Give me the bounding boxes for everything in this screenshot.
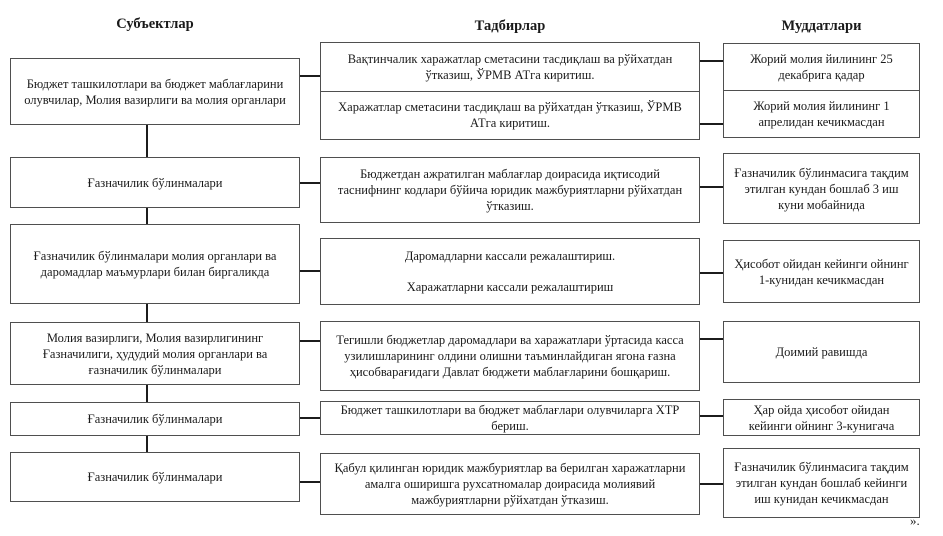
connector-action-deadline-row1b: [700, 123, 723, 125]
action-text: Тегишли бюджетлар даромадлари ва харажатлари ўртасида касса узилишларининг олдини олишни таъминлайдиган ягона ғазна ҳисобварағидаги Давлат бюджети маблағларини бошқариш.: [336, 333, 684, 379]
connector-subject-action-row1: [300, 75, 320, 77]
action-text: Харажатларни кассали режалаштириш: [406, 280, 614, 294]
closing-quote-mark: ».: [910, 513, 920, 528]
connector-subject-action-row2: [300, 182, 320, 184]
subject-box-row5: [10, 402, 300, 436]
deadline-box-row1: [723, 43, 920, 138]
connector-subject-action-row4: [300, 340, 320, 342]
subject-text: Бюджет ташкилотлари ва бюджет маблағларини олувчилар, Молия вазирлиги ва молия органлари: [24, 76, 286, 107]
subject-text: Ғазначилик бўлинмалари: [87, 412, 223, 426]
connector-action-deadline-row6: [700, 483, 723, 485]
connector-subjects-5-6: [146, 436, 148, 452]
deadline-box-row4: [723, 321, 920, 383]
subject-text: Ғазначилик бўлинмалари: [87, 175, 223, 190]
connector-subjects-3-4: [146, 304, 148, 322]
deadline-text: Ғазначилик бўлинмасига тақдим этилган кундан бошлаб 3 иш куни мобайнида: [734, 165, 909, 212]
subject-box-row2: [10, 157, 300, 208]
connector-subject-action-row6: [300, 481, 320, 483]
action-text: Қабул қилинган юридик мажбуриятлар ва берилган харажатларни амалга оширишга рухсатномалар доирасида молиявий мажбуриятларни рўйхатдан ўтказиш.: [334, 461, 686, 507]
actions-box-row6: [320, 453, 700, 515]
subject-box-row3: [10, 224, 300, 304]
action-text: Вақтинчалик харажатлар сметасини тасдиқлаш ва рўйхатдан ўтказиш, ЎРМВ АТга киритиш.: [347, 51, 673, 82]
connector-subject-action-row5: [300, 417, 320, 419]
connector-subject-action-row3: [300, 270, 320, 272]
deadline-text: Ҳар ойда ҳисобот ойидан кейинги ойнинг 3-кунигача: [748, 402, 895, 433]
deadline-box-row2: [723, 153, 920, 224]
connector-action-deadline-row4: [700, 338, 723, 340]
deadline-cell: [724, 44, 919, 90]
action-text: Харажатлар сметасини тасдиқлаш ва рўйхатдан ўтказиш, ЎРМВ АТга киритиш.: [338, 100, 682, 131]
connector-action-deadline-row3: [700, 272, 723, 274]
column-header-deadlines: Муддатлари: [781, 18, 862, 34]
action-cell: [321, 43, 699, 91]
actions-box-row4: [320, 321, 700, 391]
deadline-text: Ҳисобот ойидан кейинги ойнинг 1-кунидан кечикмасдан: [734, 256, 909, 287]
column-header-actions: Тадбирлар: [474, 18, 546, 34]
column-header-subjects: Субъектлар: [116, 16, 194, 32]
deadline-box-row3: [723, 240, 920, 303]
actions-box-row2: [320, 157, 700, 223]
action-cell: [321, 91, 699, 140]
deadline-box-row6: [723, 448, 920, 518]
deadline-text: Жорий молия йилининг 1 апрелидан кечикмасдан: [753, 99, 890, 129]
subject-text: Ғазначилик бўлинмалари: [87, 470, 223, 484]
connector-subjects-4-5: [146, 385, 148, 402]
subject-text: Ғазначилик бўлинмалари молия органлари ва даромадлар маъмурлари билан биргаликда: [33, 249, 277, 279]
deadline-text: Доимий равишда: [775, 345, 868, 359]
deadline-text: Жорий молия йилининг 25 декабрига қадар: [750, 52, 893, 82]
connector-subjects-1-2: [146, 125, 148, 157]
subject-box-row4: [10, 322, 300, 385]
subject-box-row6: [10, 452, 300, 502]
deadline-text: Ғазначилик бўлинмасига тақдим этилган кундан бошлаб кейинги иш кунидан кечикмасдан: [734, 460, 909, 506]
action-text: Бюджетдан ажратилган маблағлар доирасида иқтисодий таснифнинг кодлари бўйича юридик мажбуриятларни рўйхатдан ўтказиш.: [337, 167, 683, 213]
subject-text: Молия вазирлиги, Молия вазирлигининг Ғазначилиги, ҳудудий молия органлари ва ғазначилик бўлинмалари: [42, 330, 268, 377]
action-text: Бюджет ташкилотлари ва бюджет маблағлари олувчиларга ХТР бериш.: [340, 403, 680, 433]
subject-box-row1: [10, 58, 300, 125]
deadline-box-row5: [723, 399, 920, 436]
actions-box-row1: [320, 42, 700, 140]
action-text: Даромадларни кассали режалаштириш.: [404, 249, 616, 263]
connector-subjects-2-3: [146, 208, 148, 224]
deadline-cell: [724, 90, 919, 137]
actions-box-row5: [320, 401, 700, 435]
actions-box-row3: [320, 238, 700, 305]
connector-action-deadline-row2: [700, 186, 723, 188]
connector-action-deadline-row5: [700, 415, 723, 417]
connector-action-deadline-row1a: [700, 60, 723, 62]
